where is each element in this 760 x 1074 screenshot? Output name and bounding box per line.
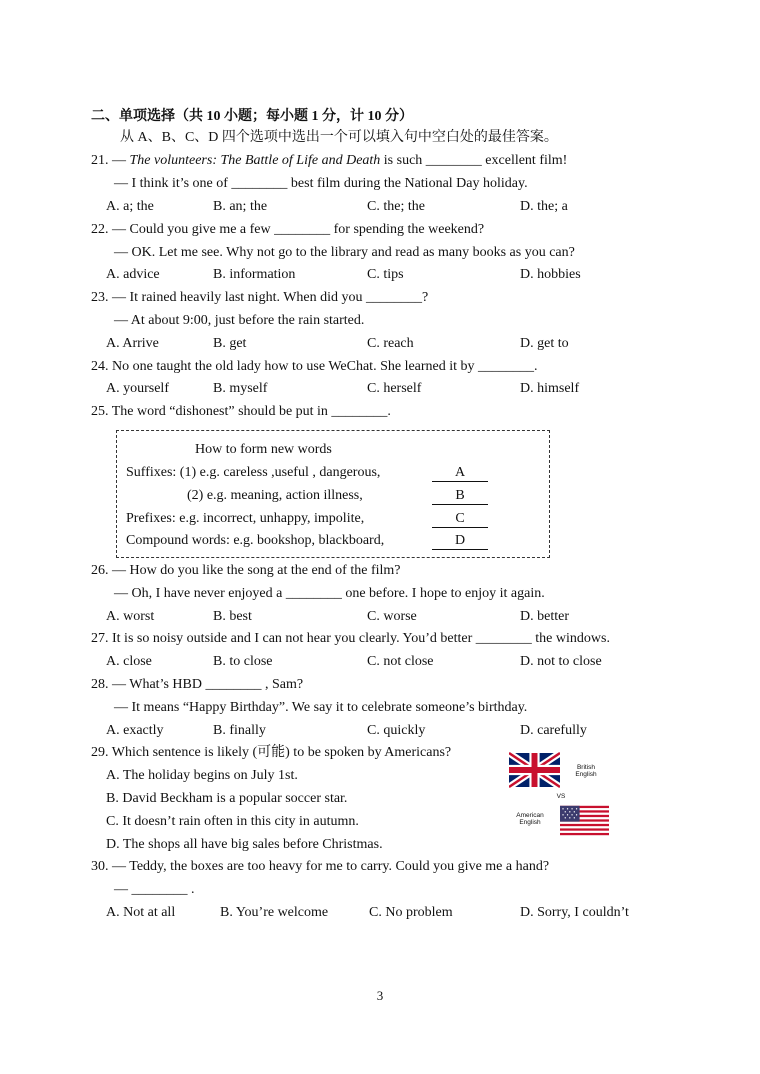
- uk-flag-icon: [509, 751, 560, 789]
- blank-d: D: [432, 533, 488, 550]
- q22-line1: 22. — Could you give me a few ________ for spending the weekend?: [91, 222, 485, 237]
- q26-option-a[interactable]: A. worst: [106, 609, 155, 624]
- q22-option-a[interactable]: A. advice: [106, 267, 160, 282]
- q29-line1: 29. Which sentence is likely (可能) to be spoken by Americans?: [91, 745, 452, 760]
- q22-line2: — OK. Let me see. Why not go to the library and read as many books as you can?: [114, 245, 575, 260]
- q22-option-d[interactable]: D. hobbies: [520, 267, 581, 282]
- box-row-suffix-2: (2) e.g. meaning, action illness,: [187, 488, 363, 503]
- q25-line1: 25. The word “dishonest” should be put in ________.: [91, 404, 391, 419]
- vs-label: VS: [556, 793, 566, 800]
- q21-option-b[interactable]: B. an; the: [213, 199, 268, 214]
- box-title: How to form new words: [195, 442, 332, 457]
- q21-option-d[interactable]: D. the; a: [520, 199, 568, 214]
- q27-option-d[interactable]: D. not to close: [520, 654, 602, 669]
- q28-option-c[interactable]: C. quickly: [367, 723, 426, 738]
- q22-option-c[interactable]: C. tips: [367, 267, 404, 282]
- q26-option-d[interactable]: D. better: [520, 609, 569, 624]
- q28-option-a[interactable]: A. exactly: [106, 723, 164, 738]
- q26-line2: — Oh, I have never enjoyed a ________ one before. I hope to enjoy it again.: [114, 586, 545, 601]
- q24-option-b[interactable]: B. myself: [213, 381, 268, 396]
- q23-option-c[interactable]: C. reach: [367, 336, 414, 351]
- q21-line2: — I think it’s one of ________ best film during the National Day holiday.: [114, 176, 528, 191]
- q27-option-a[interactable]: A. close: [106, 654, 152, 669]
- q27-option-b[interactable]: B. to close: [213, 654, 273, 669]
- american-english-label: American English: [516, 812, 544, 826]
- q27-line1: 27. It is so noisy outside and I can not hear you clearly. You’d better ________ the windows.: [91, 631, 610, 646]
- q30-line2: — ________ .: [114, 882, 195, 897]
- q29-option-c[interactable]: C. It doesn’t rain often in this city in autumn.: [106, 814, 359, 829]
- british-english-label: British English: [575, 764, 597, 778]
- q21-option-a[interactable]: A. a; the: [106, 199, 154, 214]
- q26-option-b[interactable]: B. best: [213, 609, 252, 624]
- q30-option-c[interactable]: C. No problem: [369, 905, 453, 920]
- box-row-prefix: Prefixes: e.g. incorrect, unhappy, impolite,: [126, 511, 365, 526]
- q30-option-d[interactable]: D. Sorry, I couldn’t: [520, 905, 629, 920]
- q23-line2: — At about 9:00, just before the rain started.: [114, 313, 365, 328]
- q24-option-a[interactable]: A. yourself: [106, 381, 169, 396]
- blank-a: A: [432, 465, 488, 482]
- q22-option-b[interactable]: B. information: [213, 267, 296, 282]
- q21-option-c[interactable]: C. the; the: [367, 199, 425, 214]
- q30-option-b[interactable]: B. You’re welcome: [220, 905, 329, 920]
- blank-b: B: [432, 488, 488, 505]
- q24-option-d[interactable]: D. himself: [520, 381, 580, 396]
- q24-option-c[interactable]: C. herself: [367, 381, 422, 396]
- q30-line1: 30. — Teddy, the boxes are too heavy for me to carry. Could you give me a hand?: [91, 859, 550, 874]
- q28-line1: 28. — What’s HBD ________ , Sam?: [91, 677, 304, 692]
- q28-option-d[interactable]: D. carefully: [520, 723, 587, 738]
- box-row-suffix-1: Suffixes: (1) e.g. careless ,useful , dangerous,: [126, 465, 381, 480]
- q26-line1: 26. — How do you like the song at the end of the film?: [91, 563, 401, 578]
- q23-option-d[interactable]: D. get to: [520, 336, 569, 351]
- q23-option-b[interactable]: B. get: [213, 336, 247, 351]
- us-flag-icon: [560, 804, 609, 837]
- section-title: 二、单项选择（共 10 小题；每小题 1 分，计 10 分）: [91, 109, 413, 124]
- q23-option-a[interactable]: A. Arrive: [106, 336, 159, 351]
- q30-option-a[interactable]: A. Not at all: [106, 905, 176, 920]
- section-instruction: 从 A、B、C、D 四个选项中选出一个可以填入句中空白处的最佳答案。: [120, 130, 558, 145]
- q23-line1: 23. — It rained heavily last night. When did you ________?: [91, 290, 429, 305]
- page-number: 3: [376, 988, 384, 1003]
- box-row-compound: Compound words: e.g. bookshop, blackboard,: [126, 533, 385, 548]
- q24-line1: 24. No one taught the old lady how to use WeChat. She learned it by ________.: [91, 359, 538, 374]
- q29-option-a[interactable]: A. The holiday begins on July 1st.: [106, 768, 298, 783]
- q29-option-b[interactable]: B. David Beckham is a popular soccer star.: [106, 791, 348, 806]
- q29-option-d[interactable]: D. The shops all have big sales before Christmas.: [106, 837, 383, 852]
- q26-option-c[interactable]: C. worse: [367, 609, 417, 624]
- q28-option-b[interactable]: B. finally: [213, 723, 266, 738]
- q27-option-c[interactable]: C. not close: [367, 654, 434, 669]
- q28-line2: — It means “Happy Birthday”. We say it to celebrate someone’s birthday.: [114, 700, 528, 715]
- q21-line1: 21. — The volunteers: The Battle of Life and Death is such ________ excellent film!: [91, 153, 568, 168]
- blank-c: C: [432, 511, 488, 528]
